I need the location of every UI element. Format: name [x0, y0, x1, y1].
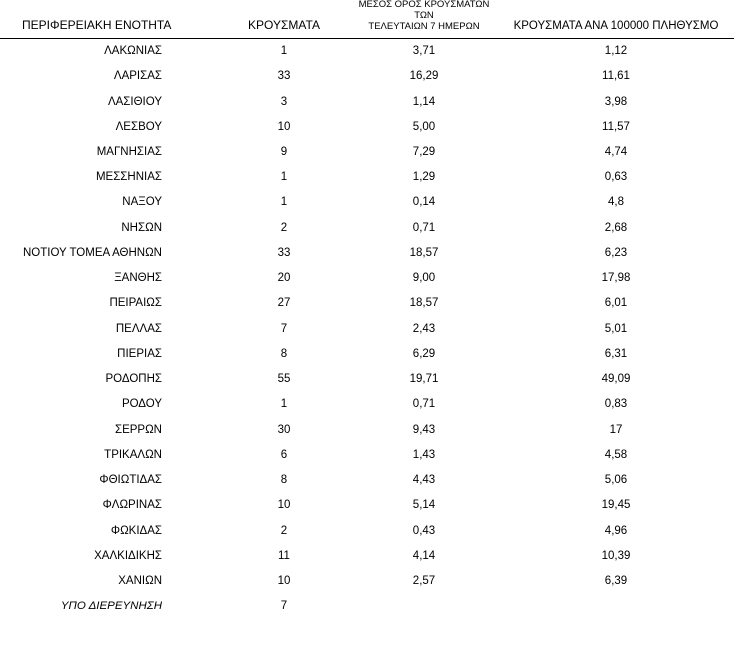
cell-per-100000: 17 — [609, 423, 623, 436]
cell-per-100000: 5,06 — [604, 474, 628, 487]
cell-weekly-average: 0,71 — [412, 221, 436, 234]
cell-cases: 33 — [277, 70, 291, 83]
column-header-weekly-average-line1: ΜΕΣΟΣ ΟΡΟΣ ΚΡΟΥΣΜΑΤΩΝ ΤΩΝ — [358, 0, 490, 21]
cell-region: ΝΟΤΙΟΥ ΤΟΜΕΑ ΑΘΗΝΩΝ — [23, 246, 162, 259]
cell-region: ΜΑΓΝΗΣΙΑΣ — [96, 146, 162, 158]
column-header-cases: ΚΡΟΥΣΜΑΤΑ — [218, 0, 350, 38]
cell-weekly-average: 2,43 — [412, 322, 436, 335]
cell-region: ΧΑΝΙΩΝ — [118, 574, 162, 587]
cell-cases: 33 — [277, 246, 291, 259]
cell-region: ΠΕΙΡΑΙΩΣ — [109, 297, 162, 310]
table-row — [0, 443, 734, 468]
table-row — [0, 493, 734, 518]
cell-cases: 8 — [280, 347, 288, 360]
cell-cases: 20 — [277, 272, 291, 285]
table-row — [0, 165, 734, 190]
table-row — [0, 569, 734, 594]
cell-weekly-average: 5,14 — [412, 499, 436, 512]
table-row — [0, 241, 734, 266]
cell-weekly-average: 7,29 — [412, 146, 436, 158]
cell-weekly-average: 18,57 — [409, 297, 439, 310]
cell-per-100000: 1,12 — [604, 45, 628, 58]
table-row — [0, 114, 734, 139]
cell-region: ΛΕΣΒΟΥ — [115, 120, 162, 133]
cell-cases: 10 — [277, 120, 291, 133]
table-header-row — [0, 0, 734, 38]
cell-region: ΛΑΚΩΝΙΑΣ — [104, 45, 162, 58]
cell-per-100000: 4,74 — [604, 146, 628, 158]
cell-region: ΛΑΣΙΘΙΟΥ — [107, 95, 162, 108]
cell-weekly-average: 3,71 — [412, 45, 436, 58]
cell-weekly-average: 0,14 — [412, 196, 436, 209]
table-row — [0, 417, 734, 442]
cell-weekly-average: 19,71 — [409, 373, 439, 386]
cell-weekly-average: 0,43 — [412, 524, 436, 537]
cell-per-100000: 11,57 — [602, 120, 630, 133]
table-row — [0, 215, 734, 240]
column-header-weekly-average — [350, 0, 498, 38]
table-body — [0, 38, 734, 619]
cell-per-100000: 49,09 — [601, 373, 631, 386]
cell-cases: 1 — [280, 398, 288, 411]
cell-weekly-average: 1,14 — [412, 95, 436, 108]
cell-region: ΝΑΞΟΥ — [122, 196, 162, 209]
table-row — [0, 342, 734, 367]
cell-per-100000 — [498, 594, 734, 619]
table-row — [0, 468, 734, 493]
cell-region: ΦΘΙΩΤΙΔΑΣ — [99, 474, 162, 487]
cell-cases: 3 — [280, 95, 288, 108]
cell-weekly-average: 4,14 — [412, 549, 436, 562]
cell-cases: 1 — [280, 196, 288, 209]
cell-region: ΣΕΡΡΩΝ — [114, 423, 162, 436]
cell-cases: 11 — [278, 549, 290, 562]
cell-cases: 10 — [277, 499, 291, 512]
column-header-per-100000: ΚΡΟΥΣΜΑΤΑ ΑΝΑ 100000 ΠΛΗΘΥΣΜΟ — [498, 0, 734, 38]
cell-cases: 10 — [277, 574, 291, 587]
cell-per-100000: 2,68 — [604, 221, 628, 234]
cell-cases: 6 — [280, 448, 288, 461]
cell-weekly-average: 0,71 — [412, 398, 436, 411]
cell-per-100000: 0,83 — [604, 398, 628, 411]
cell-region: ΡΟΔΟΠΗΣ — [105, 373, 162, 386]
cell-region: ΠΙΕΡΙΑΣ — [117, 347, 162, 360]
cell-region: ΡΟΔΟΥ — [121, 398, 162, 411]
cell-cases: 8 — [280, 474, 288, 487]
cell-per-100000: 19,45 — [601, 499, 631, 512]
table-row — [0, 543, 734, 568]
table-row — [0, 38, 734, 64]
cell-cases: 1 — [280, 45, 288, 58]
cell-per-100000: 11,61 — [602, 70, 630, 83]
table-row — [0, 266, 734, 291]
cell-region: ΧΑΛΚΙΔΙΚΗΣ — [94, 549, 162, 562]
cell-per-100000: 4,96 — [604, 524, 628, 537]
cell-weekly-average: 6,29 — [412, 347, 436, 360]
cell-cases: 27 — [277, 297, 291, 310]
cell-region: ΠΕΛΛΑΣ — [115, 322, 162, 335]
cell-weekly-average: 1,43 — [412, 448, 436, 461]
cell-region: ΦΩΚΙΔΑΣ — [110, 524, 162, 537]
cell-region: ΛΑΡΙΣΑΣ — [113, 70, 162, 83]
cell-weekly-average: 1,29 — [412, 171, 436, 184]
table-row — [0, 594, 734, 619]
table-row — [0, 291, 734, 316]
table-header — [0, 0, 734, 38]
cell-weekly-average: 2,57 — [412, 574, 436, 587]
cell-cases: 2 — [280, 221, 288, 234]
table-row — [0, 316, 734, 341]
cell-weekly-average: 5,00 — [412, 120, 436, 133]
cell-region: ΥΠΟ ΔΙΕΡΕΥΝΗΣΗ — [60, 600, 162, 613]
cell-weekly-average: 9,00 — [412, 272, 436, 285]
cell-per-100000: 17,98 — [601, 272, 631, 285]
cell-cases: 9 — [280, 146, 288, 158]
cell-cases: 30 — [277, 423, 291, 436]
table-row — [0, 89, 734, 114]
cell-per-100000: 6,31 — [604, 347, 628, 360]
column-header-weekly-average-line2: ΤΕΛΕΥΤΑΙΩΝ 7 ΗΜΕΡΩΝ — [368, 20, 480, 32]
column-header-region: ΠΕΡΙΦΕΡΕΙΑΚΗ ΕΝΟΤΗΤΑ — [0, 0, 218, 38]
table-row — [0, 64, 734, 89]
cell-weekly-average — [350, 594, 498, 619]
cell-region: ΞΑΝΘΗΣ — [114, 272, 162, 285]
cell-weekly-average: 18,57 — [409, 246, 439, 259]
cell-per-100000: 3,98 — [604, 95, 628, 108]
cell-cases: 7 — [280, 600, 288, 613]
cell-per-100000: 10,39 — [601, 549, 631, 562]
cell-cases: 1 — [280, 171, 288, 184]
cell-weekly-average: 4,43 — [412, 474, 436, 487]
cell-per-100000: 4,8 — [608, 196, 624, 209]
cell-weekly-average: 16,29 — [409, 70, 439, 83]
cell-region: ΦΛΩΡΙΝΑΣ — [102, 499, 162, 512]
cell-region: ΝΗΣΩΝ — [121, 221, 162, 234]
cell-weekly-average: 9,43 — [412, 423, 436, 436]
cell-per-100000: 6,39 — [604, 574, 628, 587]
cell-cases: 7 — [280, 322, 288, 335]
cell-per-100000: 6,23 — [604, 246, 628, 259]
table-row — [0, 518, 734, 543]
cell-per-100000: 4,58 — [604, 448, 628, 461]
cell-per-100000: 6,01 — [604, 297, 628, 310]
table-row — [0, 140, 734, 165]
cell-cases: 2 — [280, 524, 288, 537]
cell-per-100000: 5,01 — [604, 322, 628, 335]
table-row — [0, 367, 734, 392]
cell-region: ΜΕΣΣΗΝΙΑΣ — [95, 171, 162, 184]
table-row — [0, 392, 734, 417]
cell-cases: 55 — [277, 373, 291, 386]
cell-region: ΤΡΙΚΑΛΩΝ — [104, 448, 162, 461]
cell-per-100000: 0,63 — [604, 171, 628, 184]
table-row — [0, 190, 734, 215]
